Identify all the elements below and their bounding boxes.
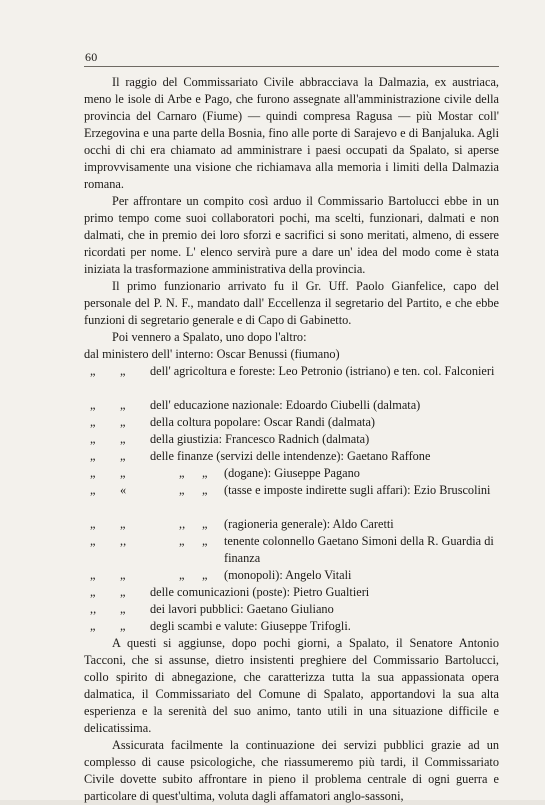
paragraph-4: A questi si aggiunse, dopo pochi giorni, a Spalato, il Senatore Antonio Tacconi, che si assunse, dietro insistenti preghiere del Commissario Bartolucci, collo spirito di abnegazione, che caratterizza tutta la sua appassionata opera dalmatica, il Commissariato del Comune di Spalato, apportandovi la sua alta esperienza e la serenità del suo animo, tanto utili in una situazione difficile e delicatissima. [84, 636, 499, 735]
list-item [84, 618, 499, 635]
ditto-mark: „ [90, 449, 96, 463]
ditto-mark: „ [90, 534, 96, 548]
ditto-mark: „ [120, 568, 126, 582]
paragraph-2: Per affrontare un compito così arduo il Commissario Bartolucci ebbe in un primo tempo come suoi collaboratori pochi, ma scelti, funzionari, dalmati e non dalmati, che in premio dei loro sforzi e sacrifici si sono meritati, almeno, di essere ricordati per nome. L' elenco servirà pure a dare un' idea del modo come è stata iniziata la trasformazione amministrativa della provincia. [84, 194, 499, 276]
ditto-mark: „ [90, 619, 96, 633]
list-item-text: (tasse e imposte indirette sugli affari): Ezio Bruscolini [224, 483, 491, 497]
ditto-mark: „ [120, 432, 126, 446]
list-item [84, 363, 499, 397]
ditto-mark: „ [90, 568, 96, 582]
ditto-mark: „ [202, 568, 208, 582]
header-rule [84, 66, 499, 67]
ditto-mark: „ [90, 398, 96, 412]
list-item-text: della giustizia: Francesco Radnich (dalmata) [150, 432, 370, 446]
ditto-mark: „ [120, 364, 126, 378]
list-item-text: (monopoli): Angelo Vitali [224, 568, 352, 582]
ditto-mark: „ [90, 585, 96, 599]
list-item-text: degli scambi e valute: Giuseppe Trifogli. [150, 619, 351, 633]
list-item [84, 567, 499, 584]
list-item-text: dell' agricoltura e foreste: Leo Petronio (istriano) e ten. col. Falconieri [150, 364, 495, 378]
ditto-mark: „ [120, 517, 126, 531]
ditto-mark: „ [179, 466, 185, 480]
list-item [84, 448, 499, 465]
ditto-mark: „ [120, 466, 126, 480]
ditto-mark: ,, [90, 602, 97, 616]
ditto-mark: „ [120, 415, 126, 429]
list-item-text: della coltura popolare: Oscar Randi (dalmata) [150, 415, 376, 429]
page-number: 60 [85, 50, 98, 64]
paragraph-5: Assicurata facilmente la continuazione dei servizi pubblici grazie ad un complesso di cause psicologiche, che riassumeremo più tardi, il Commissariato Civile dovette subito affrontare in pieno il problema centrale di ogni guerra e particolare di quest'ultima, voluta dagli affamatori anglo-sassoni, [84, 738, 499, 803]
page-body [84, 74, 499, 805]
list-item [84, 533, 499, 567]
ditto-mark: „ [120, 449, 126, 463]
list-item [84, 601, 499, 618]
intro-line: Poi vennero a Spalato, uno dopo l'altro: [112, 330, 307, 344]
ditto-mark: „ [120, 602, 126, 616]
ditto-mark: „ [120, 398, 126, 412]
ditto-mark: „ [90, 415, 96, 429]
paragraph-1: Il raggio del Commissariato Civile abbracciava la Dalmazia, ex austriaca, meno le isole di Arbe e Pago, che furono assegnate all'amministrazione civile della provincia del Carnaro (Fiume) — quindi compresa Ragusa — più Mostar coll' Erzegovina e una parte della Bosnia, fino alle porte di Sarajevo e di Banjaluka. Agli occhi di chi era chiamato ad amministrare i paesi occupati da Spalato, si aperse improvvisamente una visione che richiamava alla memoria i limiti della Dalmazia romana. [84, 75, 499, 191]
ditto-mark: „ [202, 534, 208, 548]
list-item [84, 516, 499, 533]
ditto-mark: „ [179, 568, 185, 582]
list-item [84, 584, 499, 601]
list-item-text: delle finanze (servizi delle intendenze): Gaetano Raffone [150, 449, 431, 463]
list-item-text: delle comunicazioni (poste): Pietro Gualtieri [150, 585, 370, 599]
ditto-mark: „ [90, 517, 96, 531]
ditto-mark: „ [179, 534, 185, 548]
list-item [84, 397, 499, 414]
ditto-mark: « [120, 483, 127, 497]
list-item [84, 482, 499, 516]
ditto-mark: „ [90, 364, 96, 378]
ditto-mark: „ [202, 517, 208, 531]
ditto-mark: „ [202, 483, 208, 497]
list-item-text: (dogane): Giuseppe Pagano [224, 466, 360, 480]
ditto-mark: „ [179, 483, 185, 497]
ditto-mark: „ [90, 483, 96, 497]
ditto-mark: „ [120, 585, 126, 599]
ditto-mark: „ [202, 466, 208, 480]
list-item [84, 465, 499, 482]
ditto-mark: „ [90, 466, 96, 480]
list-item [84, 414, 499, 431]
list-item-text: dei lavori pubblici: Gaetano Giuliano [150, 602, 334, 616]
list-item [84, 431, 499, 448]
list-item-text: (ragioneria generale): Aldo Caretti [224, 517, 394, 531]
ministry-line: dal ministero dell' interno: Oscar Benussi (fiumano) [84, 347, 340, 361]
list-item-text: dell' educazione nazionale: Edoardo Ciubelli (dalmata) [150, 398, 421, 412]
paragraph-3: Il primo funzionario arrivato fu il Gr. Uff. Paolo Gianfelice, capo del personale del P. N. F., mandato dall' Eccellenza il segretario del Partito, e che ebbe funzioni di segretario generale e di Capo di Gabinetto. [84, 279, 499, 327]
ditto-mark: ,, [179, 517, 186, 531]
ditto-mark: „ [90, 432, 96, 446]
ditto-mark: ,, [120, 534, 127, 548]
ditto-mark: „ [120, 619, 126, 633]
list-item-text: tenente colonnello Gaetano Simoni della R. Guardia di finanza [224, 534, 494, 565]
